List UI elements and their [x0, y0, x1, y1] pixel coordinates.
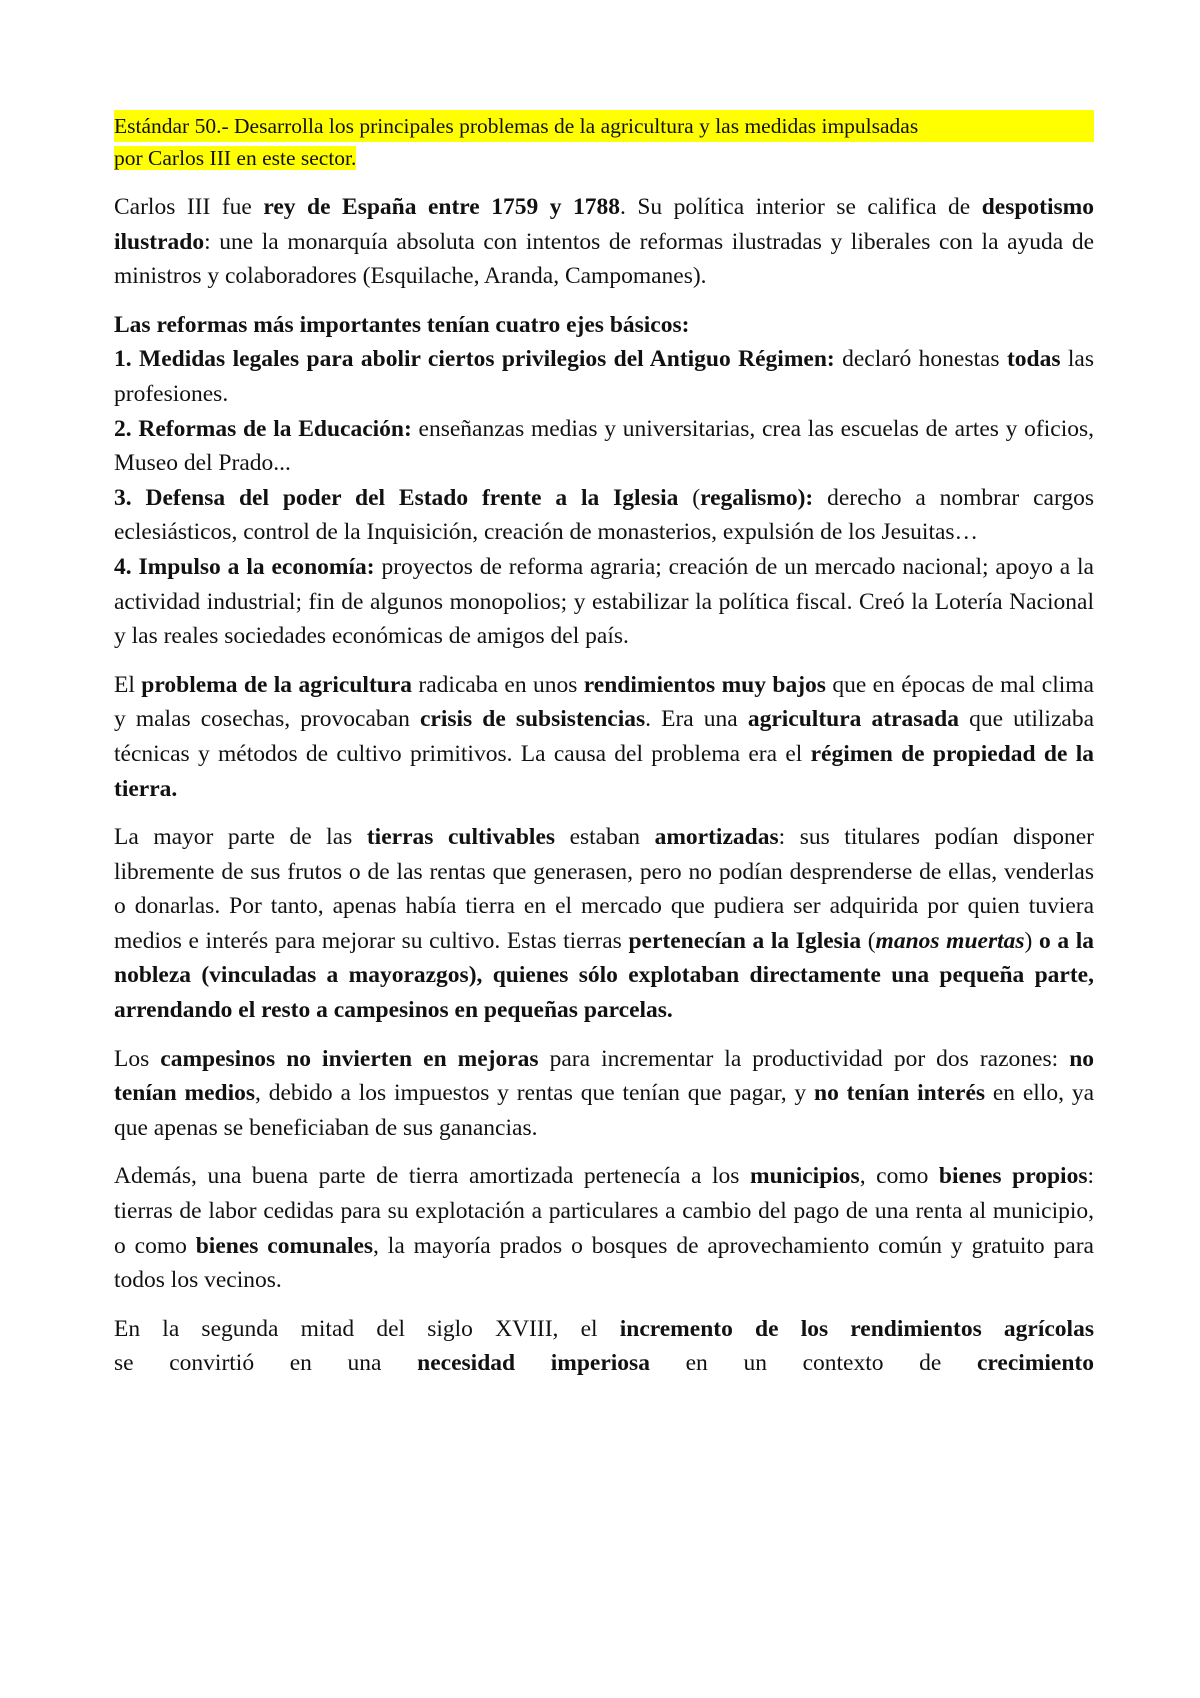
final-line-2 — [114, 1346, 1094, 1381]
peasants-paragraph — [114, 1042, 1094, 1146]
intro-paragraph — [114, 190, 1094, 294]
bold-text: tierras cultivables — [366, 824, 556, 851]
reforms-heading: Las reformas más importantes tenían cuatro ejes básicos: — [114, 311, 690, 338]
bold-text: no tenían interés — [814, 1080, 986, 1107]
bold-text: amortizadas — [654, 824, 779, 851]
bold-text: crisis de subsistencias — [419, 706, 646, 733]
bold-text: municipios — [750, 1163, 860, 1190]
bold-text: ): — [797, 484, 828, 511]
document-body — [114, 110, 1094, 1381]
bold-text: regalismo — [700, 484, 798, 511]
text: : tierras de labor cedidas para su explotación a particulares a cambio del pago de una renta al municipio, o como — [114, 1163, 1094, 1259]
bold-text: 4. Impulso a la economía: — [114, 553, 375, 580]
reform-item-3 — [114, 481, 1094, 550]
text: La mayor parte de las — [114, 824, 367, 851]
final-paragraph — [114, 1312, 1094, 1381]
standard-statement — [114, 110, 1094, 174]
bold-text: bienes comunales — [195, 1232, 374, 1259]
text: , debido a los impuestos y rentas que tenían que pagar, y — [255, 1080, 814, 1107]
bold-text: crecimiento — [977, 1350, 1095, 1377]
text: , como — [859, 1163, 939, 1190]
text: ) — [1024, 927, 1039, 954]
reform-item-1 — [114, 342, 1094, 411]
bold-italic-text — [876, 928, 1025, 954]
italic-text: manos muertas — [875, 927, 1025, 954]
standard-line-2: por Carlos III en este sector. — [114, 146, 357, 170]
text: en ello, ya que apenas se beneficiaban de sus ganancias. — [114, 1080, 1094, 1141]
text: Los — [114, 1045, 161, 1072]
text: : une la monarquía absoluta con intentos de reformas ilustradas y liberales con la ayuda de ministros y colaboradores (Esquilache, Aranda, Campomanes). — [114, 228, 1094, 290]
text: . Su política interior se califica de — [619, 194, 982, 220]
bold-text: rendimientos muy bajos — [583, 671, 826, 698]
text: estaban — [555, 824, 655, 851]
text: para incrementar la productividad por dos razones: — [538, 1045, 1070, 1072]
bold-text: pertenecían a la Iglesia — [628, 927, 862, 954]
reform-item-2 — [114, 412, 1094, 481]
text: las profesiones. — [114, 346, 1095, 407]
agriculture-problem-paragraph — [114, 668, 1094, 806]
bold-text: rey de España entre 1759 y 1788 — [263, 194, 620, 220]
bold-text: o a la nobleza (vinculadas a mayorazgos), quienes sólo explotaban directamente una pequeña parte, arrendando el resto a campesinos en pequeñas parcelas. — [114, 927, 1094, 1024]
text: En la segunda mitad del siglo XVIII, el — [114, 1315, 620, 1342]
text: : sus titulares podían disponer libremente de sus frutos o de las rentas que generasen, pero no podían desprenderse de ellas, venderlas o donarlas. Por tanto, apenas había tierra en el mercado que pudiera ser adquirida por quien tuviera medios e interés para mejorar su cultivo. Estas tierras — [114, 824, 1094, 954]
text: Además, una buena parte de tierra amortizada pertenecía a los — [114, 1163, 750, 1190]
text: Carlos III fue — [114, 194, 264, 220]
amortized-lands-paragraph — [114, 820, 1094, 1028]
bold-text: campesinos no invierten en mejoras — [160, 1045, 539, 1072]
text: . Era una — [645, 706, 748, 733]
text: radicaba en unos — [412, 671, 584, 698]
text: ( — [861, 927, 876, 954]
text: declaró honestas — [834, 346, 1007, 373]
bold-text: problema de la agricultura — [141, 671, 413, 698]
text: ( — [678, 484, 701, 511]
standard-line-1: Estándar 50.- Desarrolla los principales problemas de la agricultura y las medidas impulsadas — [114, 110, 1094, 142]
bold-text: agricultura atrasada — [747, 706, 959, 733]
text: El — [114, 671, 142, 698]
text: proyectos de reforma agraria; creación de un mercado nacional; apoyo a la actividad industrial; fin de algunos monopolios; y estabilizar la política fiscal. Creó la Lotería Nacional y las reales sociedades económicas de amigos del país. — [114, 553, 1094, 650]
reform-item-4 — [114, 550, 1094, 654]
bold-text: despotismo ilustrado — [114, 194, 1094, 255]
bold-text: todas — [1006, 346, 1061, 373]
bold-text: régimen de propiedad de la tierra. — [114, 740, 1094, 802]
bold-text: 1. Medidas legales para abolir ciertos privilegios del Antiguo Régimen: — [114, 346, 835, 373]
text: enseñanzas medias y universitarias, crea las escuelas de artes y oficios, Museo del Prado... — [114, 415, 1094, 477]
municipal-lands-paragraph — [114, 1159, 1094, 1297]
final-line-1 — [114, 1312, 1094, 1347]
bold-text: 2. Reformas de la Educación: — [114, 415, 412, 442]
bold-text: 3. Defensa del poder del Estado frente a la Iglesia — [114, 484, 679, 511]
text: derecho a nombrar cargos eclesiásticos, control de la Inquisición, creación de monasterios, expulsión de los Jesuitas… — [114, 484, 1094, 546]
text: en un contexto de — [649, 1350, 977, 1377]
bold-text: no tenían medios — [114, 1045, 1095, 1107]
reforms-section — [114, 308, 1094, 654]
bold-text: necesidad imperiosa — [417, 1350, 650, 1377]
text: que en épocas de mal clima y malas cosechas, provocaban — [114, 671, 1094, 733]
text: que utilizaba técnicas y métodos de cultivo primitivos. La causa del problema era el — [114, 706, 1095, 767]
text: se convirtió en una — [114, 1350, 418, 1377]
bold-text: bienes propios — [938, 1163, 1088, 1190]
text: , la mayoría prados o bosques de aprovechamiento común y gratuito para todos los vecinos. — [114, 1232, 1094, 1294]
bold-text: incremento de los rendimientos agrícolas — [619, 1315, 1094, 1342]
